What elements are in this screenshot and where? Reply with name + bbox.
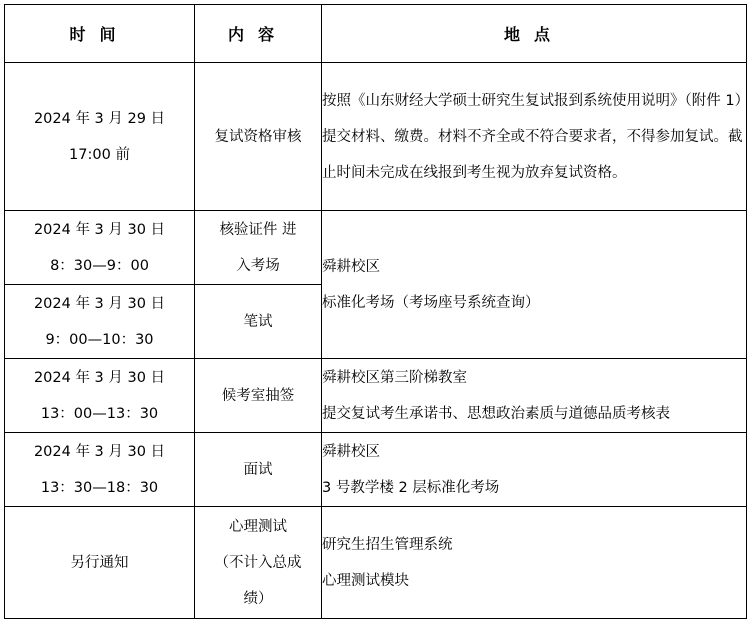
table-row	[5, 507, 747, 619]
location-cell: 舜耕校区第三阶梯教室 提交复试考生承诺书、思想政治素质与道德品质考核表	[322, 359, 747, 433]
schedule-table	[4, 4, 747, 619]
content-cell: 核验证件 进 入考场	[195, 211, 322, 285]
content-cell: 心理测试 （不计入总成 绩）	[195, 507, 322, 619]
table-row	[5, 211, 747, 285]
time-cell: 2024 年 3 月 29 日 17:00 前	[5, 63, 195, 211]
header-row	[5, 5, 747, 63]
time-cell: 2024 年 3 月 30 日 13：00—13：30	[5, 359, 195, 433]
content-cell: 复试资格审核	[195, 63, 322, 211]
table-row	[5, 359, 747, 433]
content-cell: 候考室抽签	[195, 359, 322, 433]
content-cell: 笔试	[195, 285, 322, 359]
time-cell: 2024 年 3 月 30 日 8：30—9：00	[5, 211, 195, 285]
location-cell: 舜耕校区 3 号教学楼 2 层标准化考场	[322, 433, 747, 507]
header-content: 内容	[195, 5, 322, 63]
location-cell: 按照《山东财经大学硕士研究生复试报到系统使用说明》（附件 1）提交材料、缴费。材料不齐全或不符合要求者，不得参加复试。截止时间未完成在线报到考生视为放弃复试资格。	[322, 63, 747, 211]
location-cell: 舜耕校区 标准化考场（考场座号系统查询）	[322, 211, 747, 359]
content-cell: 面试	[195, 433, 322, 507]
table-row	[5, 63, 747, 211]
time-cell: 2024 年 3 月 30 日 9：00—10：30	[5, 285, 195, 359]
header-location: 地点	[322, 5, 747, 63]
time-cell: 另行通知	[5, 507, 195, 619]
time-cell: 2024 年 3 月 30 日 13：30—18：30	[5, 433, 195, 507]
table-row	[5, 433, 747, 507]
header-time: 时间	[5, 5, 195, 63]
location-cell: 研究生招生管理系统 心理测试模块	[322, 507, 747, 619]
